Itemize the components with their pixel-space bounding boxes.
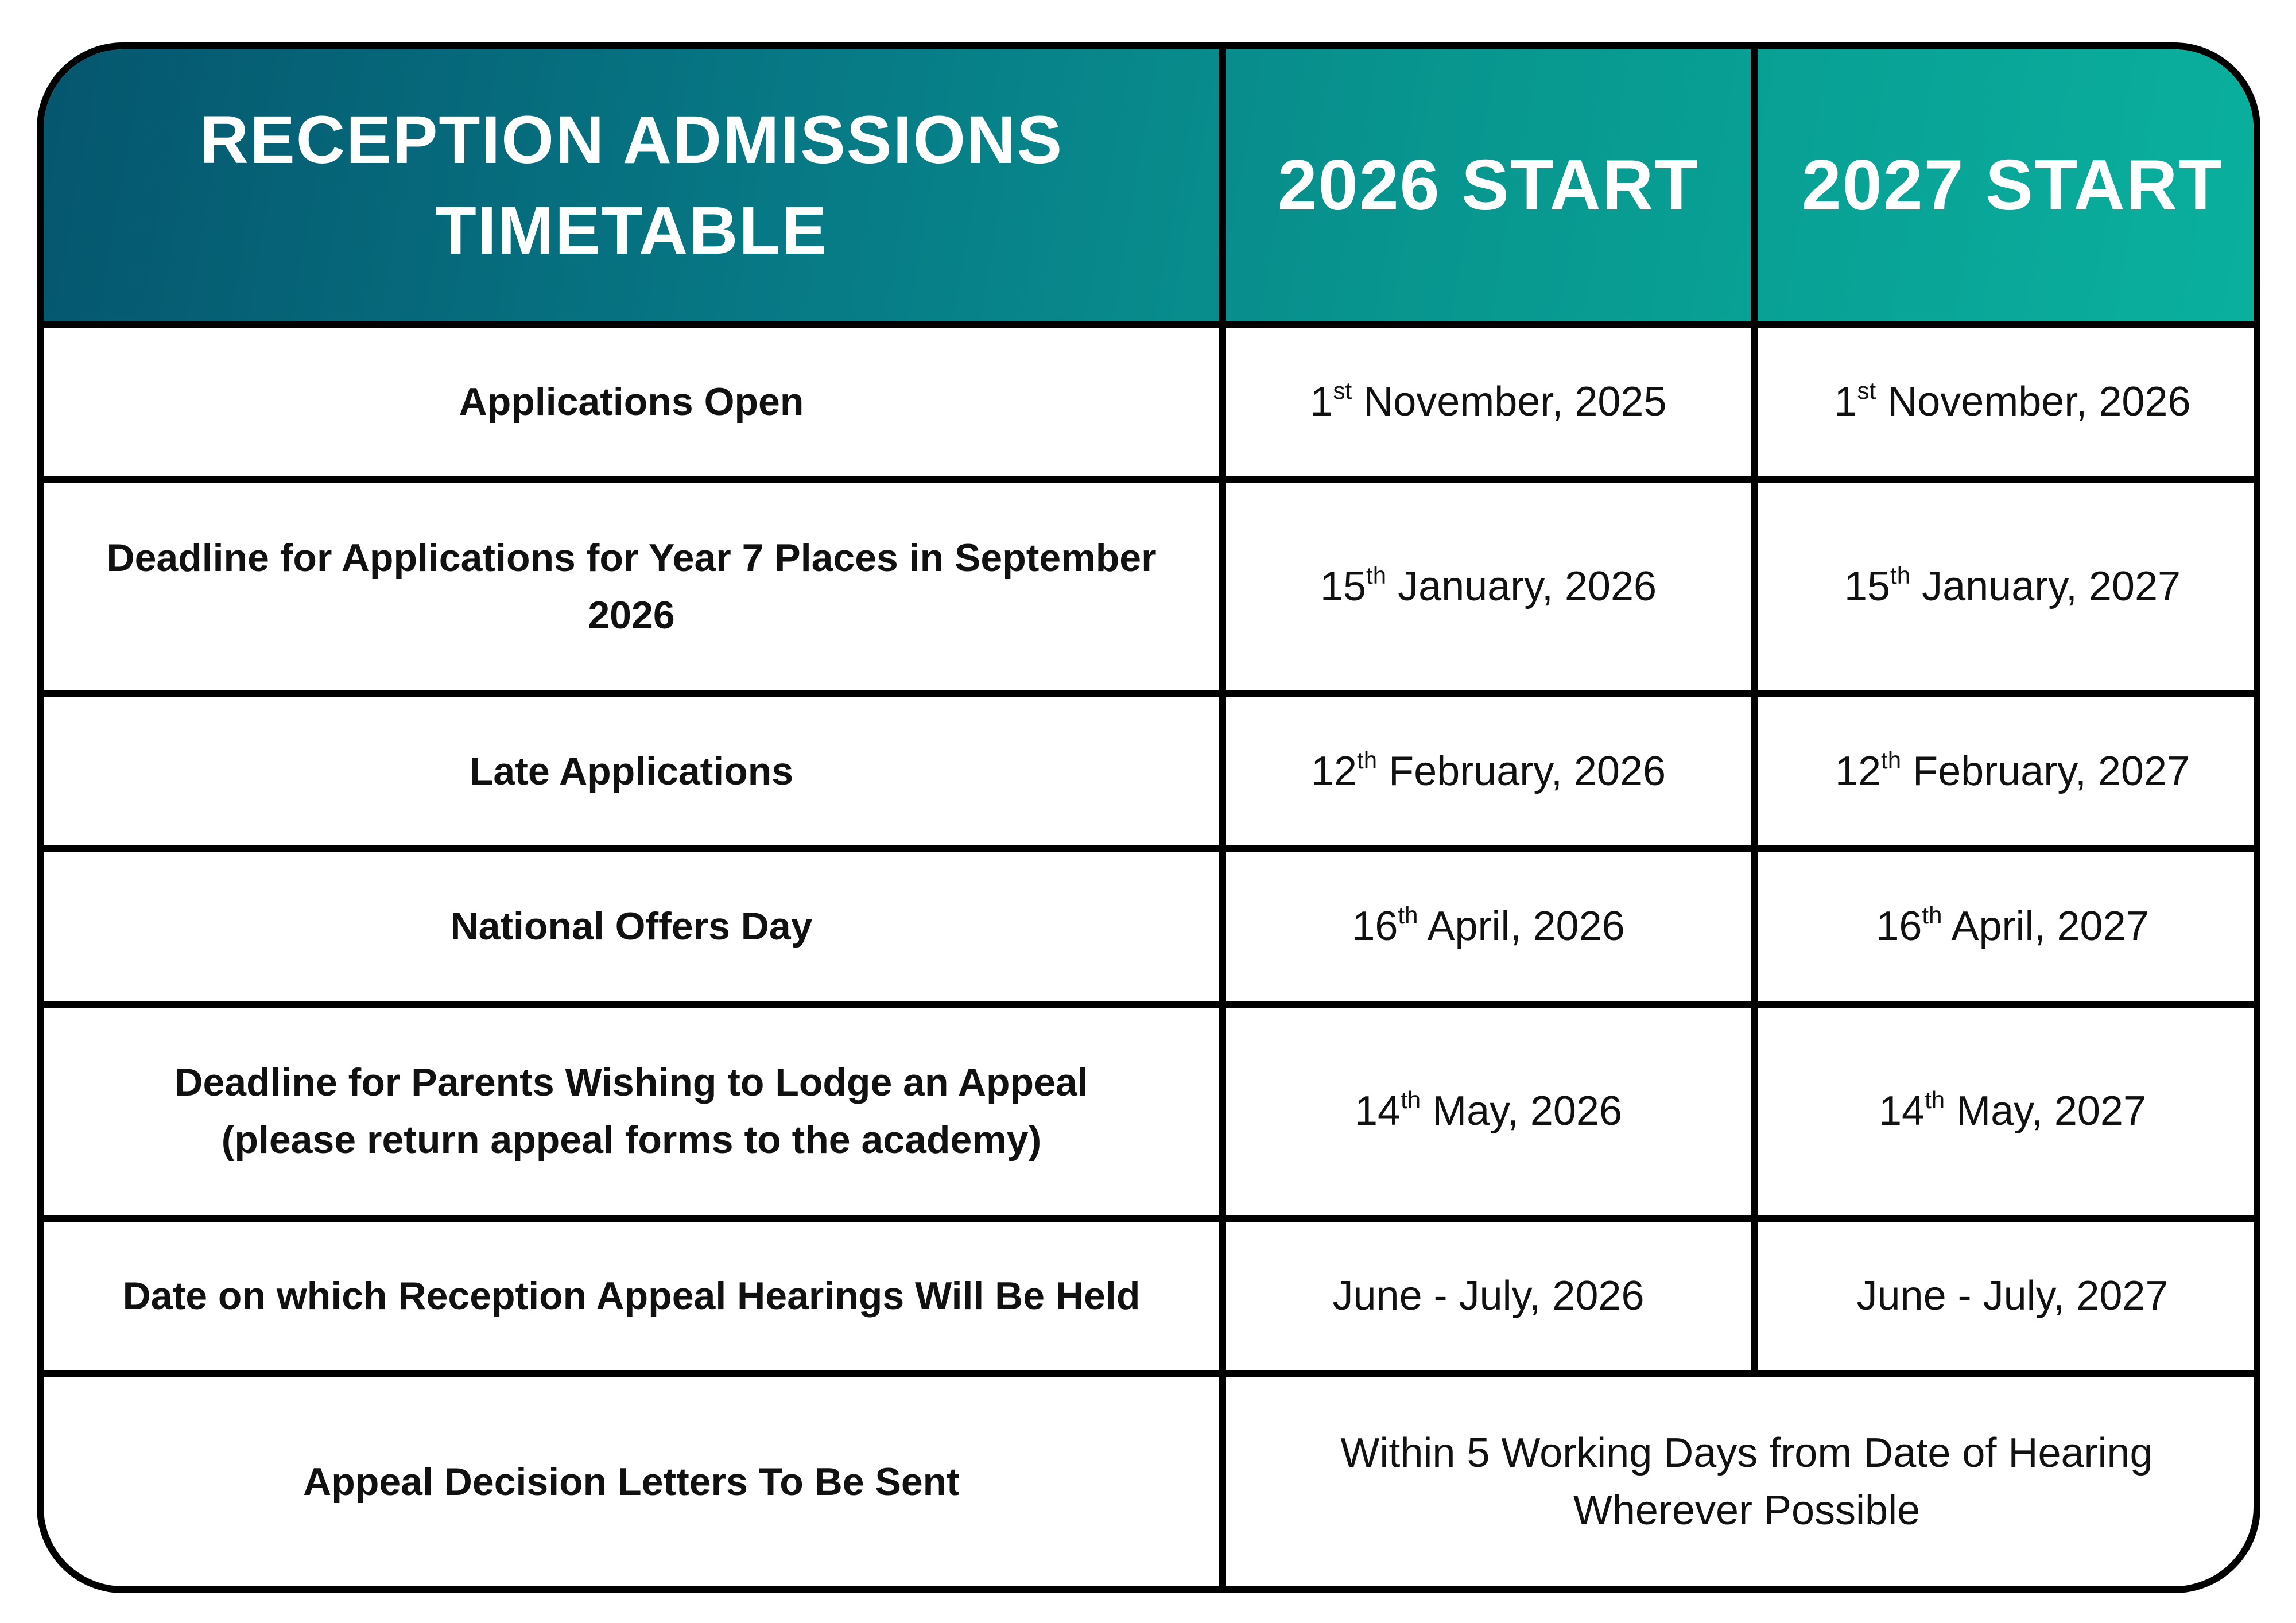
merged-date-line: Within 5 Working Days from Date of Hearing (1340, 1430, 2153, 1476)
table-row (44, 1218, 2260, 1374)
table-row (44, 693, 2260, 849)
date-2027: 12th February, 2027 (1754, 693, 2260, 849)
row-label-line: (please return appeal forms to the academy) (221, 1118, 1042, 1162)
table-row (44, 1373, 2260, 1586)
date-2026: 14th May, 2026 (1223, 1004, 1754, 1218)
date-2027: June - July, 2027 (1754, 1218, 2260, 1374)
table-row (44, 1004, 2260, 1218)
table-title: RECEPTION ADMISSIONS TIMETABLE (199, 102, 1064, 269)
row-label: Applications Open (44, 324, 1223, 480)
date-2026: 12th February, 2026 (1223, 693, 1754, 849)
merged-date-cell (1223, 1373, 2260, 1586)
date-2026: 16th April, 2026 (1223, 849, 1754, 1004)
table-row (44, 324, 2260, 480)
row-label-line: Deadline for Parents Wishing to Lodge an Appeal (174, 1061, 1088, 1105)
merged-date-line: Wherever Possible (1573, 1487, 1921, 1533)
date-2027: 1st November, 2026 (1754, 324, 2260, 480)
header-title-cell (44, 49, 1223, 324)
table-row (44, 480, 2260, 694)
column-header-2026: 2026 START (1277, 145, 1700, 225)
header-2026-cell (1223, 49, 1754, 324)
date-2026: 1st November, 2025 (1223, 324, 1754, 480)
admissions-timetable (37, 42, 2260, 1593)
row-label: Appeal Decision Letters To Be Sent (44, 1373, 1223, 1586)
table-row (44, 849, 2260, 1004)
timetable-table (44, 49, 2260, 1586)
header-2027-cell (1754, 49, 2260, 324)
date-2026: 15th January, 2026 (1223, 480, 1754, 694)
date-2027: 16th April, 2027 (1754, 849, 2260, 1004)
row-label: National Offers Day (44, 849, 1223, 1004)
row-label: Deadline for Applications for Year 7 Places in September 2026 (44, 480, 1223, 694)
header-row (44, 49, 2260, 324)
row-label: Late Applications (44, 693, 1223, 849)
row-label (44, 1004, 1223, 1218)
date-2026: June - July, 2026 (1223, 1218, 1754, 1374)
date-2027: 14th May, 2027 (1754, 1004, 2260, 1218)
column-header-2027: 2027 START (1801, 145, 2224, 225)
date-2027: 15th January, 2027 (1754, 480, 2260, 694)
row-label: Date on which Reception Appeal Hearings Will Be Held (44, 1218, 1223, 1374)
